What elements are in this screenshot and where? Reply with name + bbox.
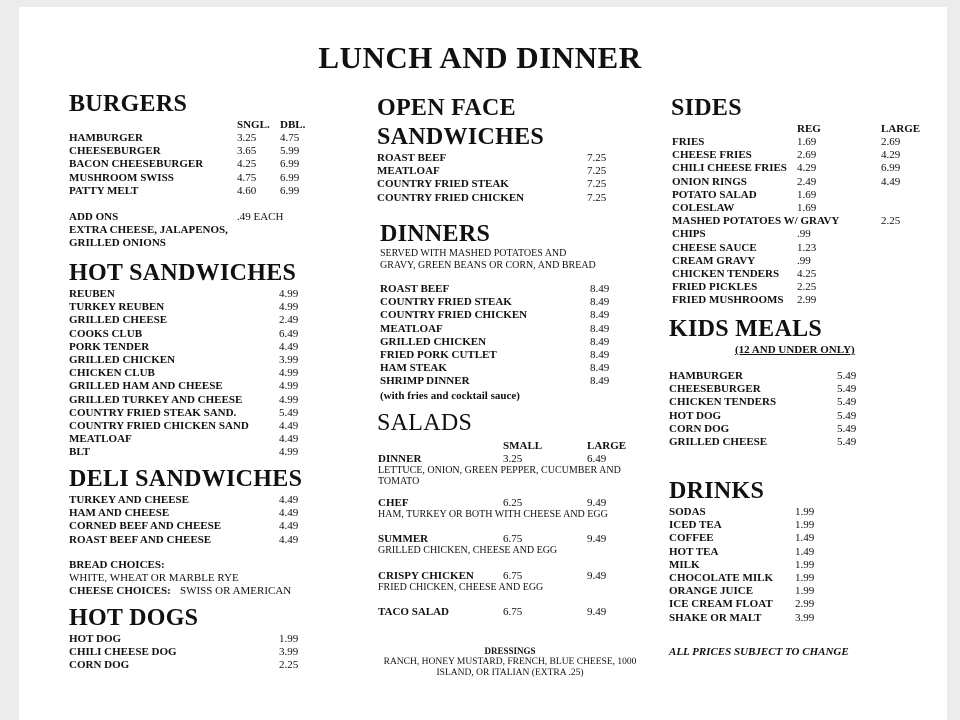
menu-item-row bbox=[69, 407, 369, 420]
menu-item-row bbox=[669, 612, 960, 625]
menu-item-price: 4.99 bbox=[279, 367, 299, 380]
salad-name: CRISPY CHICKEN bbox=[378, 570, 474, 582]
menu-item-price: 8.49 bbox=[590, 322, 610, 335]
menu-item-price: 1.99 bbox=[795, 558, 815, 571]
deli-sandwiches-heading: DELI SANDWICHES bbox=[69, 466, 303, 492]
salads-col-large: LARGE bbox=[587, 440, 627, 452]
menu-item-row bbox=[672, 281, 960, 294]
menu-item-name: COUNTRY FRIED CHICKEN bbox=[377, 191, 525, 204]
menu-item-price: 2.99 bbox=[797, 294, 817, 307]
menu-item-name: PORK TENDER bbox=[69, 340, 150, 353]
menu-item-name: GRILLED HAM AND CHEESE bbox=[69, 380, 223, 393]
menu-item-price: 3.99 bbox=[795, 611, 815, 624]
bread-choices-options: WHITE, WHEAT OR MARBLE RYE bbox=[69, 572, 239, 584]
dinners-desc-line2: GRAVY, GREEN BEANS OR CORN, AND BREAD bbox=[380, 260, 596, 271]
menu-item-name: CHIPS bbox=[672, 228, 706, 241]
menu-item-price: 6.99 bbox=[881, 162, 901, 175]
menu-item-name: MEATLOAF bbox=[377, 165, 440, 178]
salad-price-large: 6.49 bbox=[587, 453, 607, 465]
menu-item-row bbox=[672, 162, 960, 175]
menu-item-name: BACON CHEESEBURGER bbox=[69, 158, 204, 171]
menu-item-row bbox=[672, 268, 960, 281]
menu-item-name: GRILLED CHEESE bbox=[669, 436, 768, 448]
menu-item-row bbox=[69, 507, 369, 520]
salad-price-small: 6.75 bbox=[503, 606, 523, 618]
dressings-line2: ISLAND, OR ITALIAN (EXTRA .25) bbox=[436, 668, 584, 678]
salad-description: GRILLED CHICKEN, CHEESE AND EGG bbox=[378, 545, 558, 556]
addons-line2: GRILLED ONIONS bbox=[69, 237, 166, 249]
menu-item-row bbox=[69, 380, 369, 393]
sides-col-reg: REG bbox=[797, 123, 821, 135]
menu-item-row bbox=[672, 149, 960, 162]
menu-item-price: 6.99 bbox=[280, 171, 300, 184]
dressings-heading: DRESSINGS bbox=[484, 646, 536, 656]
salad-price-large: 9.49 bbox=[587, 606, 607, 618]
menu-item-price: 2.49 bbox=[279, 314, 299, 327]
cheese-choices-label: CHEESE CHOICES: bbox=[69, 585, 171, 597]
menu-item-name: CHEESEBURGER bbox=[669, 383, 761, 396]
salad-description: HAM, TURKEY OR BOTH WITH CHEESE AND EGG bbox=[378, 509, 608, 520]
menu-item-name: ROAST BEEF bbox=[377, 152, 447, 164]
menu-item-price: 1.69 bbox=[797, 188, 817, 201]
menu-item-name: FRIES bbox=[672, 136, 705, 148]
menu-item-name: SHRIMP DINNER bbox=[380, 375, 470, 388]
menu-item-price: 4.60 bbox=[237, 184, 257, 197]
menu-item-price: 4.49 bbox=[279, 507, 299, 520]
menu-item-price: 4.29 bbox=[797, 162, 817, 175]
menu-item-name: COFFEE bbox=[669, 532, 714, 545]
menu-item-price: 8.49 bbox=[590, 349, 610, 361]
menu-item-name: CHOCOLATE MILK bbox=[669, 572, 774, 584]
menu-item-name: ONION RINGS bbox=[672, 175, 747, 188]
salad-description: TOMATO bbox=[378, 476, 420, 487]
menu-item-price: 4.99 bbox=[279, 288, 299, 300]
menu-item-name: ROAST BEEF bbox=[380, 283, 450, 295]
menu-item-name: HOT TEA bbox=[669, 545, 719, 558]
page-title: LUNCH AND DINNER bbox=[318, 40, 642, 75]
menu-item-name: HAMBURGER bbox=[669, 370, 743, 382]
menu-item-name: SHAKE OR MALT bbox=[669, 611, 762, 624]
menu-item-price: 3.99 bbox=[279, 646, 299, 659]
menu-item-price: 1.99 bbox=[795, 506, 815, 518]
menu-item-price: 1.69 bbox=[797, 202, 817, 214]
menu-item-row bbox=[380, 362, 680, 375]
menu-item-name: MEATLOAF bbox=[380, 322, 443, 335]
menu-item-price: 6.49 bbox=[279, 327, 299, 340]
menu-item-price: 3.65 bbox=[237, 145, 257, 158]
menu-item-name: REUBEN bbox=[69, 288, 115, 300]
menu-item-row bbox=[672, 136, 960, 149]
kids-meals-subheading: (12 AND UNDER ONLY) bbox=[735, 344, 855, 356]
salad-price-large: 9.49 bbox=[587, 497, 607, 509]
menu-item-price: 6.99 bbox=[280, 158, 300, 171]
burgers-col-double: DBL. bbox=[280, 119, 306, 131]
menu-item-price: 8.49 bbox=[590, 335, 610, 348]
menu-item-price: 5.49 bbox=[837, 383, 857, 396]
menu-item-name: GRILLED CHEESE bbox=[69, 314, 168, 327]
menu-item-name: MILK bbox=[669, 558, 700, 571]
menu-item-price: 4.49 bbox=[881, 175, 901, 188]
menu-item-row bbox=[669, 598, 960, 611]
addons-price: .49 EACH bbox=[237, 211, 284, 223]
menu-item-name: TURKEY AND CHEESE bbox=[69, 494, 190, 506]
salad-description: FRIED CHICKEN, CHEESE AND EGG bbox=[378, 582, 544, 593]
menu-item-name: COUNTRY FRIED STEAK bbox=[380, 296, 512, 309]
menu-item-row bbox=[69, 659, 369, 672]
menu-item-price: 5.49 bbox=[279, 406, 299, 419]
menu-item-name: FRIED MUSHROOMS bbox=[672, 294, 784, 307]
menu-item-row bbox=[69, 132, 369, 145]
salad-price-large: 9.49 bbox=[587, 533, 607, 545]
menu-item-price: 4.49 bbox=[279, 520, 299, 533]
menu-item-name: HAM AND CHEESE bbox=[69, 507, 170, 520]
menu-item-price: 8.49 bbox=[590, 309, 610, 322]
drinks-heading: DRINKS bbox=[669, 478, 765, 504]
menu-item-row bbox=[69, 301, 369, 314]
menu-item-name: PATTY MELT bbox=[69, 184, 139, 197]
menu-item-row bbox=[669, 506, 960, 519]
menu-item-name: HAMBURGER bbox=[69, 132, 143, 144]
dinners-heading: DINNERS bbox=[380, 221, 491, 247]
dressings-line1: RANCH, HONEY MUSTARD, FRENCH, BLUE CHEESE, 1000 bbox=[383, 657, 637, 667]
menu-item-name: COUNTRY FRIED STEAK SAND. bbox=[69, 406, 237, 419]
menu-item-price: 3.99 bbox=[279, 354, 299, 366]
menu-item-name: CHICKEN TENDERS bbox=[672, 268, 780, 280]
menu-item-row bbox=[380, 296, 680, 309]
menu-item-name: CHILI CHEESE FRIES bbox=[672, 162, 787, 175]
menu-item-price: .99 bbox=[797, 254, 811, 267]
menu-item-row bbox=[69, 420, 369, 433]
menu-item-name: CHEESE FRIES bbox=[672, 149, 752, 162]
salad-price-small: 6.25 bbox=[503, 497, 523, 509]
salad-name: TACO SALAD bbox=[378, 606, 450, 618]
menu-item-row bbox=[377, 192, 677, 205]
menu-item-row bbox=[69, 494, 369, 507]
menu-item-name: GRILLED TURKEY AND CHEESE bbox=[69, 393, 243, 406]
menu-item-row bbox=[380, 309, 680, 322]
menu-item-name: SODAS bbox=[669, 506, 706, 518]
menu-item-name: FRIED PORK CUTLET bbox=[380, 349, 497, 361]
menu-item-price: 3.25 bbox=[237, 132, 257, 144]
menu-item-price: 8.49 bbox=[590, 283, 610, 295]
menu-item-price: 2.25 bbox=[881, 215, 901, 228]
menu-item-row bbox=[380, 323, 680, 336]
menu-item-name: HOT DOG bbox=[669, 409, 722, 422]
menu-item-price: 4.49 bbox=[279, 433, 299, 446]
menu-item-price: 4.29 bbox=[881, 149, 901, 162]
menu-item-price: 2.69 bbox=[797, 149, 817, 162]
menu-item-name: CHICKEN CLUB bbox=[69, 367, 155, 380]
open-face-heading-line2: SANDWICHES bbox=[377, 124, 545, 150]
menu-item-name: ORANGE JUICE bbox=[669, 585, 754, 598]
menu-item-name: CHICKEN TENDERS bbox=[669, 396, 777, 409]
menu-item-row bbox=[69, 633, 369, 646]
menu-item-row bbox=[669, 572, 960, 585]
menu-item-price: 6.99 bbox=[280, 184, 300, 197]
menu-item-name: CHEESEBURGER bbox=[69, 145, 161, 158]
menu-item-price: 4.99 bbox=[279, 393, 299, 406]
menu-item-row bbox=[672, 294, 960, 307]
menu-item-price: 7.25 bbox=[587, 165, 607, 178]
menu-item-row bbox=[377, 152, 677, 165]
menu-item-name: HAM STEAK bbox=[380, 362, 447, 375]
dinners-note: (with fries and cocktail sauce) bbox=[380, 390, 520, 402]
menu-item-row bbox=[69, 367, 369, 380]
menu-item-price: 7.25 bbox=[587, 152, 607, 164]
menu-item-row bbox=[69, 172, 369, 185]
menu-item-row bbox=[69, 534, 369, 547]
menu-item-price: 2.25 bbox=[279, 659, 299, 672]
menu-item-row bbox=[69, 520, 369, 533]
menu-item-price: 1.99 bbox=[795, 585, 815, 598]
menu-item-name: ICED TEA bbox=[669, 519, 722, 532]
menu-item-price: 5.49 bbox=[837, 370, 857, 382]
menu-item-row bbox=[69, 158, 369, 171]
menu-item-name: MEATLOAF bbox=[69, 433, 132, 446]
menu-item-price: 4.49 bbox=[279, 494, 299, 506]
salad-price-large: 9.49 bbox=[587, 570, 607, 582]
menu-item-row bbox=[669, 436, 960, 449]
menu-item-row bbox=[69, 446, 369, 459]
kids-meals-heading: KIDS MEALS bbox=[669, 316, 823, 342]
menu-item-name: FRIED PICKLES bbox=[672, 281, 758, 294]
menu-item-row bbox=[380, 349, 680, 362]
menu-item-name: POTATO SALAD bbox=[672, 188, 757, 201]
menu-item-row bbox=[672, 242, 960, 255]
salad-price-small: 3.25 bbox=[503, 453, 523, 465]
menu-item-row bbox=[69, 341, 369, 354]
menu-item-name: HOT DOG bbox=[69, 633, 122, 645]
menu-item-row bbox=[672, 215, 960, 228]
cheese-choices-options: SWISS OR AMERICAN bbox=[180, 585, 292, 597]
menu-item-name: CHILI CHEESE DOG bbox=[69, 646, 177, 659]
menu-item-price: 7.25 bbox=[587, 178, 607, 191]
menu-item-row bbox=[672, 228, 960, 241]
salad-row bbox=[378, 606, 638, 619]
menu-item-row bbox=[669, 370, 960, 383]
menu-item-name: GRILLED CHICKEN bbox=[69, 354, 176, 366]
menu-item-price: 1.69 bbox=[797, 136, 817, 148]
menu-item-row bbox=[669, 532, 960, 545]
hot-dogs-heading: HOT DOGS bbox=[69, 605, 199, 631]
menu-item-price: 7.25 bbox=[587, 191, 607, 204]
menu-item-price: 8.49 bbox=[590, 296, 610, 309]
salad-price-small: 6.75 bbox=[503, 533, 523, 545]
menu-item-name: CORN DOG bbox=[669, 422, 730, 435]
menu-item-name: BLT bbox=[69, 446, 91, 459]
menu-item-row bbox=[69, 185, 369, 198]
bread-choices-label: BREAD CHOICES: bbox=[69, 559, 165, 571]
footer-note: ALL PRICES SUBJECT TO CHANGE bbox=[669, 646, 849, 658]
menu-item-name: CORNED BEEF AND CHEESE bbox=[69, 520, 222, 533]
menu-item-price: 5.99 bbox=[280, 145, 300, 158]
menu-item-row bbox=[672, 202, 960, 215]
menu-item-price: 4.99 bbox=[279, 446, 299, 459]
menu-item-row bbox=[672, 189, 960, 202]
menu-item-price: 5.49 bbox=[837, 409, 857, 422]
menu-item-price: 4.75 bbox=[280, 132, 300, 144]
burgers-col-single: SNGL. bbox=[237, 119, 270, 131]
menu-item-row bbox=[669, 559, 960, 572]
menu-item-row bbox=[669, 585, 960, 598]
menu-item-row bbox=[69, 288, 369, 301]
salad-description: LETTUCE, ONION, GREEN PEPPER, CUCUMBER AND bbox=[378, 465, 621, 476]
menu-item-name: CREAM GRAVY bbox=[672, 254, 756, 267]
menu-item-name: CORN DOG bbox=[69, 659, 130, 672]
menu-item-row bbox=[669, 519, 960, 532]
menu-item-price: 2.25 bbox=[797, 281, 817, 294]
menu-item-name: COUNTRY FRIED CHICKEN bbox=[380, 309, 528, 322]
menu-item-price: 4.49 bbox=[279, 340, 299, 353]
hot-sandwiches-heading: HOT SANDWICHES bbox=[69, 260, 297, 286]
menu-item-price: 1.49 bbox=[795, 532, 815, 545]
menu-item-price: 4.75 bbox=[237, 171, 257, 184]
open-face-heading-line1: OPEN FACE bbox=[377, 95, 516, 121]
menu-item-name: COLESLAW bbox=[672, 202, 735, 214]
menu-item-row bbox=[69, 145, 369, 158]
menu-item-price: 4.49 bbox=[279, 533, 299, 546]
menu-item-price: 4.99 bbox=[279, 301, 299, 314]
menu-item-row bbox=[69, 394, 369, 407]
menu-item-price: 1.99 bbox=[279, 633, 299, 645]
menu-item-price: 4.99 bbox=[279, 380, 299, 393]
menu-item-row bbox=[69, 354, 369, 367]
menu-item-price: 4.25 bbox=[797, 268, 817, 280]
salad-name: SUMMER bbox=[378, 533, 429, 545]
menu-item-name: ROAST BEEF AND CHEESE bbox=[69, 533, 212, 546]
menu-item-price: 4.25 bbox=[237, 158, 257, 171]
menu-item-row bbox=[669, 383, 960, 396]
addons-label: ADD ONS bbox=[69, 211, 119, 223]
menu-item-price: 5.49 bbox=[837, 422, 857, 435]
menu-item-price: 1.49 bbox=[795, 545, 815, 558]
menu-item-row bbox=[672, 255, 960, 268]
menu-item-price: 2.99 bbox=[795, 598, 815, 611]
menu-item-row bbox=[69, 328, 369, 341]
menu-item-row bbox=[380, 336, 680, 349]
menu-item-row bbox=[380, 375, 680, 388]
menu-item-name: GRILLED CHICKEN bbox=[380, 335, 487, 348]
menu-item-row bbox=[377, 178, 677, 191]
salad-price-small: 6.75 bbox=[503, 570, 523, 582]
menu-item-name: COUNTRY FRIED STEAK bbox=[377, 178, 509, 191]
sides-heading: SIDES bbox=[671, 95, 742, 121]
menu-item-price: 1.23 bbox=[797, 241, 817, 254]
dinners-desc-line1: SERVED WITH MASHED POTATOES AND bbox=[380, 248, 567, 259]
menu-item-name: TURKEY REUBEN bbox=[69, 301, 165, 314]
menu-item-price: 5.49 bbox=[837, 396, 857, 409]
salads-heading: SALADS bbox=[377, 410, 473, 436]
salads-col-small: SMALL bbox=[503, 440, 543, 452]
menu-item-row bbox=[377, 165, 677, 178]
menu-item-row bbox=[380, 283, 680, 296]
burgers-heading: BURGERS bbox=[69, 91, 188, 117]
menu-item-price: .99 bbox=[797, 228, 811, 241]
menu-item-row bbox=[669, 410, 960, 423]
menu-item-name: MASHED POTATOES W/ GRAVY bbox=[672, 215, 840, 228]
menu-item-name: CHEESE SAUCE bbox=[672, 241, 757, 254]
menu-item-price: 1.99 bbox=[795, 519, 815, 532]
menu-item-row bbox=[672, 176, 960, 189]
menu-item-price: 2.69 bbox=[881, 136, 901, 148]
menu-item-name: ICE CREAM FLOAT bbox=[669, 598, 773, 611]
menu-item-row bbox=[69, 646, 369, 659]
menu-item-row bbox=[69, 314, 369, 327]
menu-item-price: 8.49 bbox=[590, 362, 610, 375]
addons-line1: EXTRA CHEESE, JALAPENOS, bbox=[69, 224, 228, 236]
menu-item-name: COUNTRY FRIED CHICKEN SAND bbox=[69, 420, 249, 432]
menu-item-price: 2.49 bbox=[797, 175, 817, 188]
sides-col-large: LARGE bbox=[881, 123, 921, 135]
menu-item-row bbox=[669, 546, 960, 559]
menu-item-name: COOKS CLUB bbox=[69, 327, 143, 340]
salad-name: DINNER bbox=[378, 453, 422, 465]
menu-item-name: MUSHROOM SWISS bbox=[69, 171, 174, 184]
menu-item-row bbox=[669, 423, 960, 436]
menu-item-price: 4.49 bbox=[279, 420, 299, 432]
menu-item-row bbox=[669, 396, 960, 409]
menu-item-row bbox=[69, 433, 369, 446]
menu-item-price: 8.49 bbox=[590, 375, 610, 388]
menu-item-price: 5.49 bbox=[837, 436, 857, 448]
menu-item-price: 1.99 bbox=[795, 572, 815, 584]
salad-name: CHEF bbox=[378, 497, 409, 509]
